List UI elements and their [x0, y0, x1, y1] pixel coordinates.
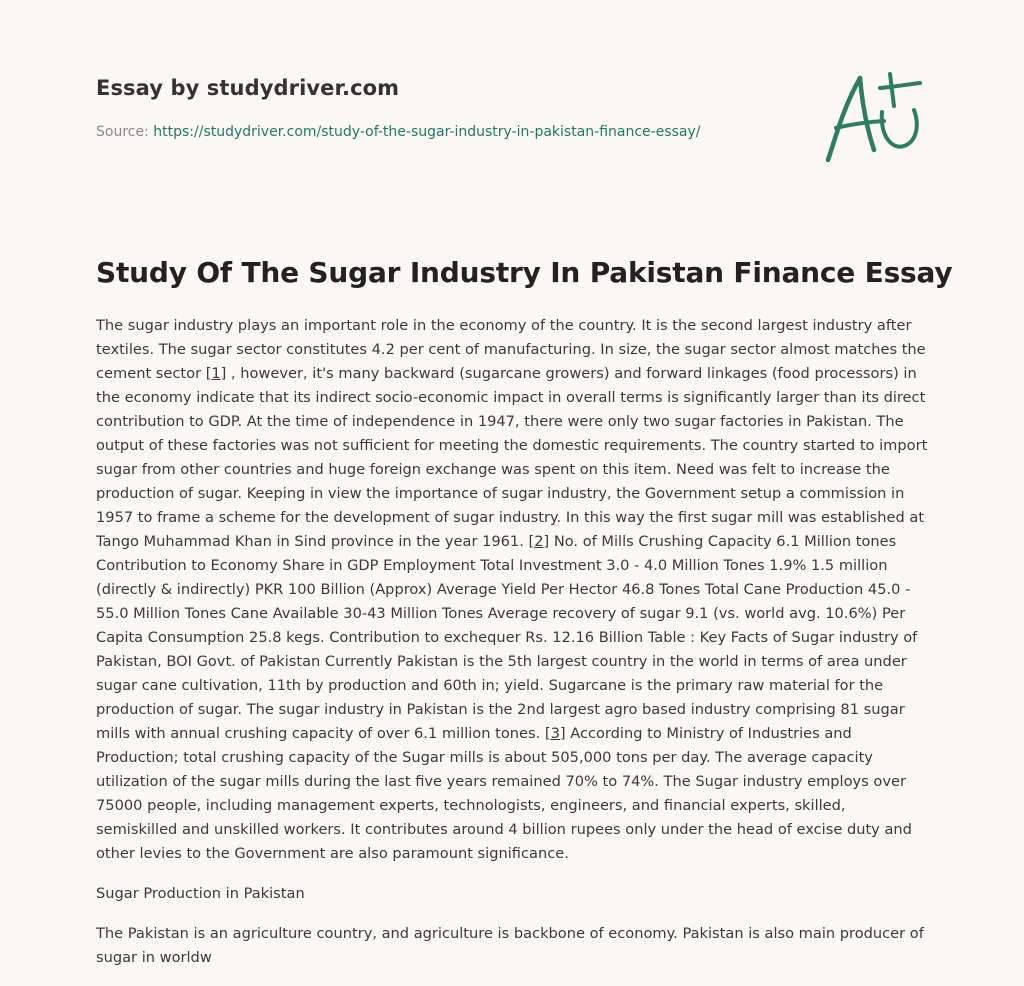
paragraph-text: No. of Mills Crushing Capacity 6.1 Million tones Contribution to Economy Share in GDP Employment Total Investment 3.0 - 4.0 Million Tones 1.9% 1.5 million (directly & indirectly) PKR 100 Billion (Approx) Average Yield Per Hector 46.8 Tones Total Cane Production 45.0 - 55.0 Million Tones Cane Available 30-43 Million Tones Average recovery of sugar 9.1 (vs. world avg. 10.6%) Per Capita Consumption 25.8 kegs. Contribution to exchequer Rs. 12.16 Billion Table : Key Facts of Sugar industry of Pakistan, BOI Govt. of Pakistan Currently Pakistan is the 5th largest country in the world in terms of area under sugar cane cultivation, 11th by production and 60th in; yield. Sugarcane is the primary raw material for the production of sugar. The sugar industry in Pakistan is the 2nd largest agro based industry comprising 81 sugar mills with annual crushing capacity of over 6.1 million tones. [96, 533, 918, 742]
site-title: Essay by studydriver.com [96, 76, 400, 100]
source-label: Source: [96, 124, 149, 140]
footnote-link-3[interactable]: [3] [544, 725, 566, 742]
footnote-link-2[interactable]: [2] [528, 533, 550, 550]
paragraph-text: According to Ministry of Industries and Production; total crushing capacity of the Sugar mills is about 505,000 tons per day. The average capacity utilization of the sugar mills during the last five years remained 70% to 74%. The Sugar industry employs over 75000 people, including management experts, technologists, engineers, and financial experts, skilled, semiskilled and unskilled workers. It contributes around 4 billion rupees only under the head of excise duty and other levies to the Government are also paramount significance. [96, 725, 912, 862]
essay-body [96, 314, 930, 986]
a-plus-logo-icon [822, 66, 928, 166]
paragraph [96, 314, 930, 866]
source-line [96, 124, 701, 140]
footnote-link-1[interactable]: [1] [205, 365, 227, 382]
source-link[interactable]: https://studydriver.com/study-of-the-sugar-industry-in-pakistan-finance-essay/ [153, 124, 701, 140]
paragraph-text: , however, it's many backward (sugarcane growers) and forward linkages (food processors) in the economy indicate that its indirect socio-economic impact in overall terms is significantly larger than its direct contribution to GDP. At the time of independence in 1947, there were only two sugar factories in Pakistan. The output of these factories was not sufficient for meeting the domestic requirements. The country started to import sugar from other countries and huge foreign exchange was spent on this item. Need was felt to increase the production of sugar. Keeping in view the importance of sugar industry, the Government setup a commission in 1957 to frame a scheme for the development of sugar industry. In this way the first sugar mill was established at Tango Muhammad Khan in Sind province in the year 1961. [96, 365, 928, 550]
paragraph: The Pakistan is an agriculture country, and agriculture is backbone of economy. Pakistan is also main producer of sugar in worldw [96, 925, 924, 966]
paragraph-text: The sugar industry plays an important role in the economy of the country. It is the second largest industry after textiles. The sugar sector constitutes 4.2 per cent of manufacturing. In size, the sugar sector almost matches the cement sector [96, 317, 926, 382]
section-subheading: Sugar Production in Pakistan [96, 885, 305, 902]
essay-title: Study Of The Sugar Industry In Pakistan Finance Essay [96, 256, 953, 289]
